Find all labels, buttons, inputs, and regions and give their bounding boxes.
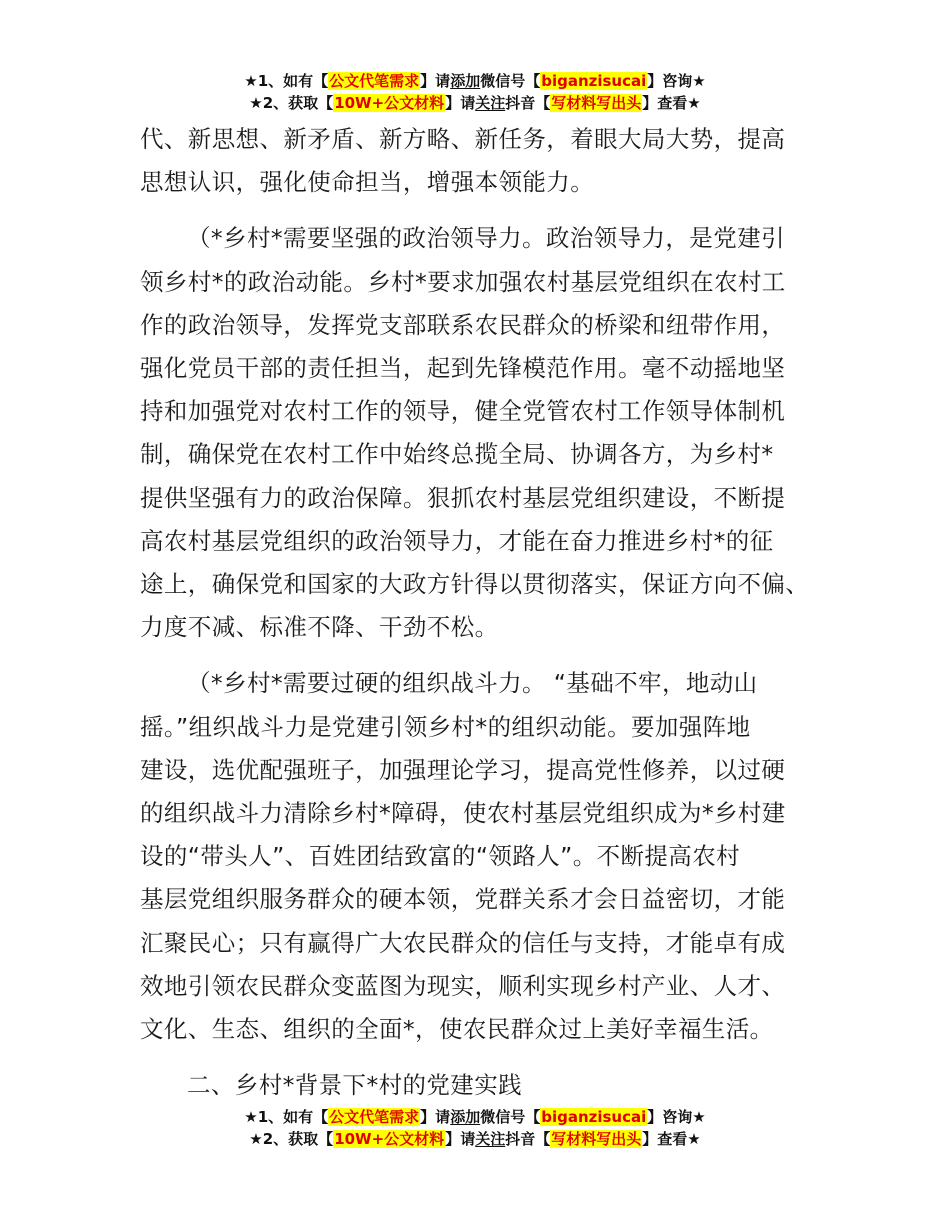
- banner-text: 】咨询★: [647, 72, 706, 90]
- banner-underline: 关注: [475, 94, 506, 112]
- text-line: 力度不减、标准不降、干劲不松。: [140, 613, 499, 642]
- paragraph-continuation: [140, 118, 830, 204]
- banner-text: 】请: [445, 1130, 476, 1148]
- text-line: （*乡村*需要坚强的政治领导力。政治领导力，是党建引: [187, 224, 785, 253]
- paragraph-organizational-strength: [140, 662, 830, 1051]
- banner-text: ★1、如有【: [244, 72, 329, 90]
- text-line: 汇聚民心；只有赢得广大农民群众的信任与支持，才能卓有成: [140, 928, 786, 957]
- text-line: 效地引领农民群众变蓝图为现实，顺利实现乡村产业、人才、: [140, 971, 786, 1000]
- banner-highlight: 10W+公文材料: [334, 1130, 445, 1148]
- banner-wechat-id: biganzisucai: [541, 72, 647, 90]
- text-line: 途上，确保党和国家的大政方针得以贯彻落实，保证方向不偏、: [140, 570, 810, 599]
- text-line: 代、新思想、新矛盾、新方略、新任务，着眼大局大势，提高: [140, 125, 786, 153]
- footer-banner-line-1: [0, 1106, 950, 1128]
- text-line: 提供坚强有力的政治保障。狠抓农村基层党组织建设，不断提: [140, 483, 786, 512]
- banner-text: 】咨询★: [647, 1108, 706, 1126]
- banner-text: 】请: [420, 72, 451, 90]
- text-line: 高农村基层党组织的政治领导力，才能在奋力推进乡村*的征: [140, 526, 774, 555]
- paragraph-political-leadership: [140, 217, 830, 649]
- text-line: 建设，选优配强班子，加强理论学习，提高党性修养，以过硬: [140, 755, 786, 784]
- footer-banner: [0, 1106, 950, 1150]
- header-banner-line-1: [0, 70, 950, 92]
- section-heading: [140, 1064, 830, 1107]
- banner-underline: 添加: [450, 1108, 481, 1126]
- text-line: 思想认识，强化使命担当，增强本领能力。: [140, 168, 595, 197]
- text-line: 设的“带头人”、百姓团结致富的“领路人”。不断提高农村: [140, 842, 740, 871]
- text-line: （*乡村*需要过硬的组织战斗力。 “基础不牢，地动山: [187, 669, 758, 698]
- banner-wechat-id: biganzisucai: [541, 1108, 647, 1126]
- banner-douyin-id: 写材料写出头: [551, 94, 642, 112]
- text-line: 制，确保党在农村工作中始终总揽全局、协调各方，为乡村*: [140, 440, 774, 469]
- footer-banner-line-2: [0, 1128, 950, 1150]
- text-line: 作的政治领导，发挥党支部联系农民群众的桥梁和纽带作用，: [140, 310, 786, 339]
- text-line: 文化、生态、组织的全面*，使农民群众过上美好幸福生活。: [140, 1015, 774, 1044]
- banner-text: 抖音【: [505, 1130, 551, 1148]
- text-line: 摇。”组织战斗力是党建引领乡村*的组织动能。要加强阵地: [140, 712, 751, 741]
- text-line: 领乡村*的政治动能。乡村*要求加强农村基层党组织在农村工: [140, 267, 786, 296]
- text-line: 的组织战斗力清除乡村*障碍，使农村基层党组织成为*乡村建: [140, 799, 786, 828]
- banner-text: 】请: [420, 1108, 451, 1126]
- banner-douyin-id: 写材料写出头: [551, 1130, 642, 1148]
- banner-text: 】查看★: [642, 94, 701, 112]
- section-heading-text: 二、乡村*背景下*村的党建实践: [187, 1071, 522, 1100]
- banner-text: 微信号【: [480, 1108, 541, 1126]
- banner-text: 】查看★: [642, 1130, 701, 1148]
- banner-text: ★2、获取【: [249, 94, 334, 112]
- banner-text: 】请: [445, 94, 476, 112]
- banner-highlight: 公文代笔需求: [329, 72, 420, 90]
- header-banner-line-2: [0, 92, 950, 114]
- document-body: [140, 118, 830, 1107]
- banner-text: 抖音【: [505, 94, 551, 112]
- text-line: 持和加强党对农村工作的领导，健全党管农村工作领导体制机: [140, 397, 786, 426]
- banner-text: 微信号【: [480, 72, 541, 90]
- banner-highlight: 公文代笔需求: [329, 1108, 420, 1126]
- header-banner: [0, 70, 950, 114]
- banner-underline: 关注: [475, 1130, 506, 1148]
- banner-text: ★1、如有【: [244, 1108, 329, 1126]
- banner-highlight: 10W+公文材料: [334, 94, 445, 112]
- text-line: 强化党员干部的责任担当，起到先锋模范作用。毫不动摇地坚: [140, 354, 786, 383]
- text-line: 基层党组织服务群众的硬本领，党群关系才会日益密切，才能: [140, 885, 786, 914]
- banner-underline: 添加: [450, 72, 481, 90]
- banner-text: ★2、获取【: [249, 1130, 334, 1148]
